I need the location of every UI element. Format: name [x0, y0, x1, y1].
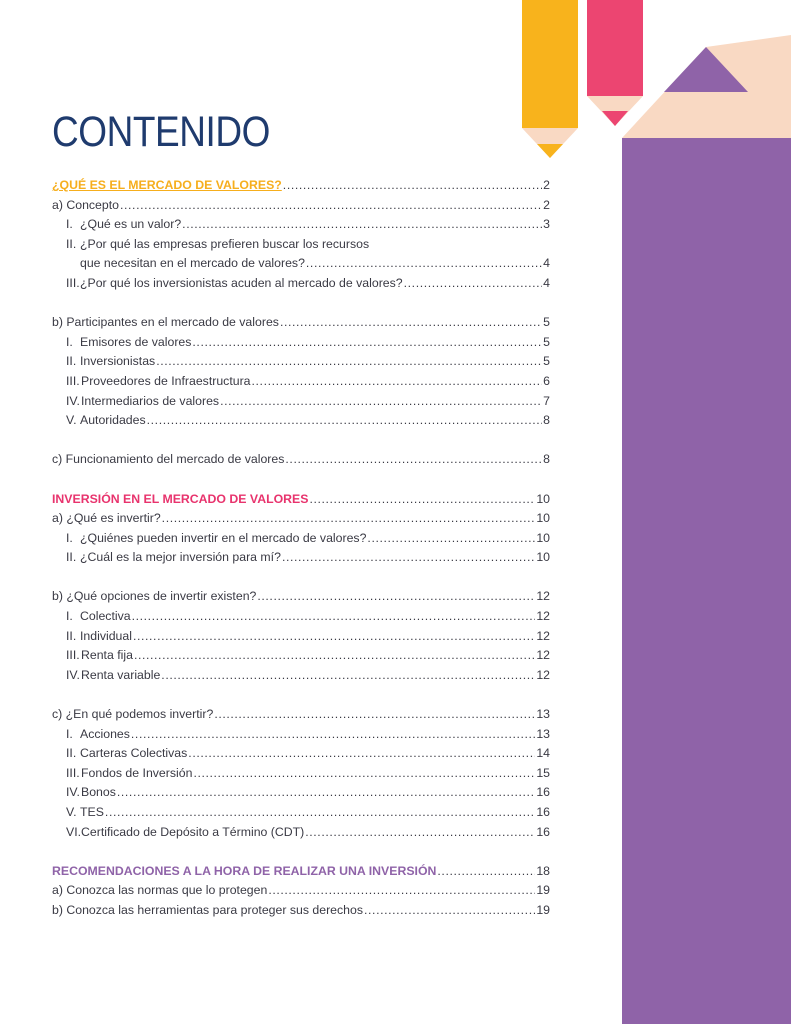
toc-number: II. — [66, 746, 77, 761]
toc-label: Individual — [80, 628, 132, 643]
toc-label: ¿Por qué las empresas prefieren buscar los recursos — [80, 236, 370, 251]
toc-number: I. — [66, 609, 73, 624]
toc-page: 2 — [543, 178, 550, 192]
toc-entry[interactable] — [52, 803, 550, 823]
toc-page: 12 — [536, 667, 550, 682]
toc-page: 12 — [536, 648, 550, 663]
toc-number: III. — [66, 373, 80, 388]
toc-entry[interactable] — [52, 372, 550, 392]
toc-number: I. — [66, 217, 73, 232]
toc-leader — [257, 587, 535, 607]
toc-entry[interactable] — [52, 627, 550, 647]
toc-entry-continuation[interactable] — [52, 254, 550, 274]
toc-leader — [162, 509, 536, 529]
toc-entry[interactable] — [52, 725, 550, 745]
toc-label: ¿Quiénes pueden invertir en el mercado de valores? — [80, 530, 367, 545]
toc-label: Certificado de Depósito a Término (CDT) — [81, 824, 305, 839]
toc-page: 16 — [536, 805, 550, 819]
toc-page: 4 — [543, 256, 550, 271]
toc-number: III. — [66, 765, 80, 780]
toc-number: II. — [66, 550, 77, 565]
toc-leader — [156, 352, 542, 372]
toc-page: 16 — [536, 785, 550, 800]
toc-number: III. — [66, 648, 80, 663]
toc-page: 12 — [536, 609, 550, 624]
toc-label: Colectiva — [80, 609, 131, 624]
toc-entry[interactable] — [52, 215, 550, 235]
toc-page: 19 — [536, 902, 550, 917]
toc-entry[interactable] — [52, 823, 550, 843]
toc-section-inversion[interactable] — [52, 490, 550, 510]
toc-leader — [282, 548, 535, 568]
toc-leader — [437, 862, 535, 882]
toc-leader — [132, 607, 536, 627]
toc-page: 2 — [543, 197, 550, 212]
toc-entry[interactable] — [52, 352, 550, 372]
toc-entry[interactable] — [52, 235, 550, 255]
page-title: CONTENIDO — [52, 108, 271, 156]
toc-number: IV. — [66, 667, 80, 682]
toc-entry[interactable] — [52, 313, 550, 333]
toc-entry[interactable] — [52, 196, 550, 216]
toc-label: a) Concepto — [52, 197, 119, 212]
yellow-pencil-icon — [522, 0, 578, 158]
spacer — [52, 685, 550, 705]
toc-label: a) ¿Qué es invertir? — [52, 511, 161, 526]
toc-label: que necesitan en el mercado de valores? — [80, 256, 305, 271]
toc-label: ¿Por qué los inversionistas acuden al mercado de valores? — [80, 275, 403, 290]
spacer — [52, 568, 550, 588]
pink-pencil-icon — [587, 0, 643, 126]
toc-leader — [133, 627, 535, 647]
toc-page: 3 — [543, 217, 550, 232]
toc-label: a) Conozca las normas que lo protegen — [52, 883, 268, 898]
toc-label: Proveedores de Infraestructura — [81, 373, 251, 388]
toc-label: Renta fija — [81, 648, 133, 663]
toc-number: VI. — [66, 824, 82, 839]
toc-leader — [131, 725, 535, 745]
toc-entry[interactable] — [52, 274, 550, 294]
toc-entry[interactable] — [52, 333, 550, 353]
toc-entry[interactable] — [52, 744, 550, 764]
toc-leader — [214, 705, 535, 725]
toc-entry[interactable] — [52, 509, 550, 529]
toc-label: Emisores de valores — [80, 334, 192, 349]
toc-page: 15 — [536, 765, 550, 780]
toc-entry[interactable] — [52, 548, 550, 568]
toc-page: 12 — [536, 628, 550, 643]
toc-leader — [404, 274, 543, 294]
toc-number: IV. — [66, 393, 80, 408]
toc-leader — [252, 372, 543, 392]
toc-leader — [105, 803, 535, 823]
toc-page: 12 — [536, 589, 550, 604]
toc-entry[interactable] — [52, 529, 550, 549]
toc-label: c) ¿En qué podemos invertir? — [52, 707, 214, 722]
toc-leader — [147, 411, 543, 431]
toc-entry[interactable] — [52, 881, 550, 901]
toc-number: V. — [66, 413, 77, 428]
toc-leader — [367, 529, 535, 549]
toc-label: ¿Cuál es la mejor inversión para mí? — [80, 550, 281, 565]
toc-label: Fondos de Inversión — [81, 765, 193, 780]
toc-entry[interactable] — [52, 666, 550, 686]
toc-leader — [134, 646, 535, 666]
purple-pencil-icon — [622, 35, 791, 1024]
toc-number: I. — [66, 530, 73, 545]
toc-page: 5 — [543, 354, 550, 369]
toc-page: 10 — [536, 550, 550, 565]
toc-entry[interactable] — [52, 901, 550, 921]
toc-page: 19 — [536, 883, 550, 898]
toc-page: 10 — [536, 530, 550, 545]
toc-number: II. — [66, 628, 77, 643]
spacer — [52, 842, 550, 862]
toc-label: Acciones — [80, 726, 130, 741]
toc-page: 5 — [543, 315, 550, 330]
toc-page: 10 — [536, 491, 550, 506]
toc-entry[interactable] — [52, 607, 550, 627]
toc-page: 10 — [536, 511, 550, 526]
toc-leader — [283, 176, 542, 196]
toc-leader — [306, 254, 542, 274]
toc-number: IV. — [66, 785, 80, 800]
toc-label: ¿Qué es un valor? — [80, 217, 182, 232]
toc-entry[interactable] — [52, 587, 550, 607]
toc-page: 14 — [536, 746, 550, 761]
toc-entry[interactable] — [52, 411, 550, 431]
spacer — [52, 470, 550, 490]
toc-page: 8 — [543, 413, 550, 428]
table-of-contents — [52, 176, 550, 921]
toc-label: Renta variable — [81, 667, 161, 682]
toc-number: V. — [66, 805, 77, 819]
toc-leader — [161, 666, 535, 686]
toc-entry[interactable] — [52, 705, 550, 725]
toc-leader — [285, 450, 542, 470]
spacer — [52, 294, 550, 314]
toc-leader — [309, 490, 535, 510]
toc-page: 8 — [543, 452, 550, 467]
toc-label: Bonos — [81, 785, 116, 800]
toc-leader — [364, 901, 535, 921]
toc-page: 7 — [543, 393, 550, 408]
toc-label: c) Funcionamiento del mercado de valores — [52, 452, 285, 467]
toc-page: 16 — [536, 824, 550, 839]
toc-label: ¿QUÉ ES EL MERCADO DE VALORES? — [52, 178, 282, 192]
toc-leader — [192, 333, 542, 353]
toc-number: I. — [66, 334, 73, 349]
toc-entry[interactable] — [52, 646, 550, 666]
toc-leader — [120, 196, 542, 216]
toc-label: INVERSIÓN EN EL MERCADO DE VALORES — [52, 491, 309, 506]
toc-entry[interactable] — [52, 392, 550, 412]
toc-label: Inversionistas — [80, 354, 156, 369]
toc-leader — [188, 744, 535, 764]
toc-number: III. — [66, 275, 80, 290]
toc-entry[interactable] — [52, 450, 550, 470]
toc-page: 18 — [536, 863, 550, 878]
toc-label: Carteras Colectivas — [80, 746, 188, 761]
toc-page: 5 — [543, 334, 550, 349]
toc-label: b) Participantes en el mercado de valores — [52, 315, 279, 330]
toc-entry[interactable] — [52, 783, 550, 803]
toc-leader — [220, 392, 542, 412]
toc-leader — [117, 783, 535, 803]
toc-number: I. — [66, 726, 73, 741]
toc-section-mercado[interactable] — [52, 176, 550, 196]
toc-label: Autoridades — [80, 413, 146, 428]
toc-label: b) ¿Qué opciones de invertir existen? — [52, 589, 257, 604]
toc-label: TES — [80, 805, 104, 819]
toc-page: 4 — [543, 275, 550, 290]
toc-leader — [268, 881, 535, 901]
toc-leader — [280, 313, 542, 333]
toc-section-recomendaciones[interactable] — [52, 862, 550, 882]
toc-entry[interactable] — [52, 764, 550, 784]
toc-label: b) Conozca las herramientas para proteger sus derechos — [52, 902, 364, 917]
toc-leader — [193, 764, 535, 784]
toc-number: II. — [66, 354, 77, 369]
toc-page: 13 — [536, 707, 550, 722]
toc-number: II. — [66, 236, 77, 251]
toc-leader — [182, 215, 542, 235]
toc-label: Intermediarios de valores — [81, 393, 220, 408]
toc-leader — [305, 823, 535, 843]
toc-page: 13 — [536, 726, 550, 741]
toc-page: 6 — [543, 373, 550, 388]
toc-label: RECOMENDACIONES A LA HORA DE REALIZAR UNA INVERSIÓN — [52, 863, 437, 878]
spacer — [52, 431, 550, 451]
